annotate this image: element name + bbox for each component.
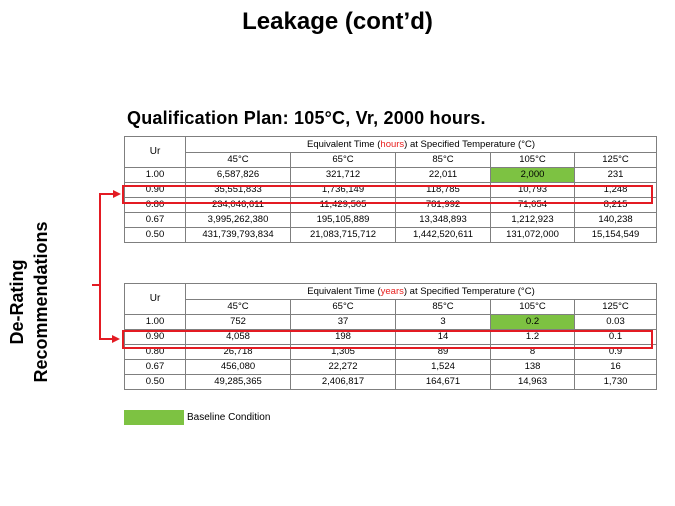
side-label-line2: Recommendations — [31, 221, 51, 383]
value-cell: 164,671 — [396, 375, 491, 390]
value-cell: 0.1 — [575, 330, 657, 345]
table-row — [125, 228, 657, 243]
slide-title: Leakage (cont’d) — [242, 8, 433, 35]
value-cell: 71,054 — [491, 198, 575, 213]
value-cell: 1,248 — [575, 183, 657, 198]
value-cell: 89 — [396, 345, 491, 360]
temp-header: 45°C — [186, 300, 291, 315]
temp-header: 105°C — [491, 300, 575, 315]
baseline-legend-label: Baseline Condition — [187, 412, 271, 423]
unit-years: years — [380, 285, 404, 297]
value-cell: 15,154,549 — [575, 228, 657, 243]
ur-cell: 0.67 — [125, 360, 186, 375]
table-row — [125, 315, 657, 330]
ur-cell: 0.90 — [125, 183, 186, 198]
baseline-cell: 2,000 — [491, 168, 575, 183]
value-cell: 21,083,715,712 — [291, 228, 396, 243]
value-cell: 140,238 — [575, 213, 657, 228]
value-cell: 234,046,611 — [186, 198, 291, 213]
value-cell: 781,992 — [396, 198, 491, 213]
unit-hours: hours — [380, 138, 405, 150]
value-cell: 138 — [491, 360, 575, 375]
value-cell: 16 — [575, 360, 657, 375]
value-cell: 1.2 — [491, 330, 575, 345]
table-row — [125, 168, 657, 183]
ur-cell: 0.67 — [125, 213, 186, 228]
baseline-legend-swatch — [124, 410, 184, 425]
ur-cell: 0.90 — [125, 330, 186, 345]
value-cell: 37 — [291, 315, 396, 330]
bracket-line — [100, 194, 118, 339]
side-label-line1: De-Rating — [7, 259, 27, 345]
temp-header: 85°C — [396, 153, 491, 168]
value-cell: 456,080 — [186, 360, 291, 375]
value-cell: 431,739,793,834 — [186, 228, 291, 243]
value-cell: 4,058 — [186, 330, 291, 345]
value-cell: 14,963 — [491, 375, 575, 390]
ur-header: Ur — [125, 284, 186, 315]
ur-cell: 0.50 — [125, 375, 186, 390]
value-cell: 6,587,826 — [186, 168, 291, 183]
temp-header: 125°C — [575, 300, 657, 315]
value-cell: 198 — [291, 330, 396, 345]
value-cell: 752 — [186, 315, 291, 330]
table-heading: Equivalent Time (years) at Specified Temperature (°C) — [186, 284, 657, 300]
value-cell: 118,785 — [396, 183, 491, 198]
value-cell: 2,406,817 — [291, 375, 396, 390]
temp-header: 85°C — [396, 300, 491, 315]
value-cell: 26,718 — [186, 345, 291, 360]
value-cell: 22,011 — [396, 168, 491, 183]
table-row — [125, 213, 657, 228]
value-cell: 14 — [396, 330, 491, 345]
temp-header: 125°C — [575, 153, 657, 168]
value-cell: 1,736,149 — [291, 183, 396, 198]
value-cell: 49,285,365 — [186, 375, 291, 390]
value-cell: 131,072,000 — [491, 228, 575, 243]
table-heading: Equivalent Time (hours) at Specified Temperature (°C) — [186, 137, 657, 153]
ur-cell: 1.00 — [125, 168, 186, 183]
temp-header: 65°C — [291, 300, 396, 315]
value-cell: 8,215 — [575, 198, 657, 213]
value-cell: 0.9 — [575, 345, 657, 360]
value-cell: 195,105,889 — [291, 213, 396, 228]
value-cell: 10,793 — [491, 183, 575, 198]
value-cell: 3,995,262,380 — [186, 213, 291, 228]
temp-header: 105°C — [491, 153, 575, 168]
value-cell: 35,551,833 — [186, 183, 291, 198]
ur-cell: 0.50 — [125, 228, 186, 243]
value-cell: 22,272 — [291, 360, 396, 375]
value-cell: 3 — [396, 315, 491, 330]
temp-header: 65°C — [291, 153, 396, 168]
highlight-row-090-years — [122, 330, 653, 349]
ur-cell: 1.00 — [125, 315, 186, 330]
baseline-cell: 0.2 — [491, 315, 575, 330]
value-cell: 321,712 — [291, 168, 396, 183]
value-cell: 1,442,520,611 — [396, 228, 491, 243]
highlight-row-090-hours — [122, 185, 653, 204]
value-cell: 1,305 — [291, 345, 396, 360]
value-cell: 13,348,893 — [396, 213, 491, 228]
qualification-plan-subtitle: Qualification Plan: 105°C, Vr, 2000 hours. — [127, 108, 486, 128]
value-cell: 11,429,505 — [291, 198, 396, 213]
ur-cell: 0.80 — [125, 345, 186, 360]
table-row — [125, 360, 657, 375]
value-cell: 1,730 — [575, 375, 657, 390]
value-cell: 1,212,923 — [491, 213, 575, 228]
ur-cell: 0.80 — [125, 198, 186, 213]
temp-header: 45°C — [186, 153, 291, 168]
value-cell: 231 — [575, 168, 657, 183]
ur-header: Ur — [125, 137, 186, 168]
table-row — [125, 375, 657, 390]
value-cell: 0.03 — [575, 315, 657, 330]
value-cell: 1,524 — [396, 360, 491, 375]
value-cell: 8 — [491, 345, 575, 360]
